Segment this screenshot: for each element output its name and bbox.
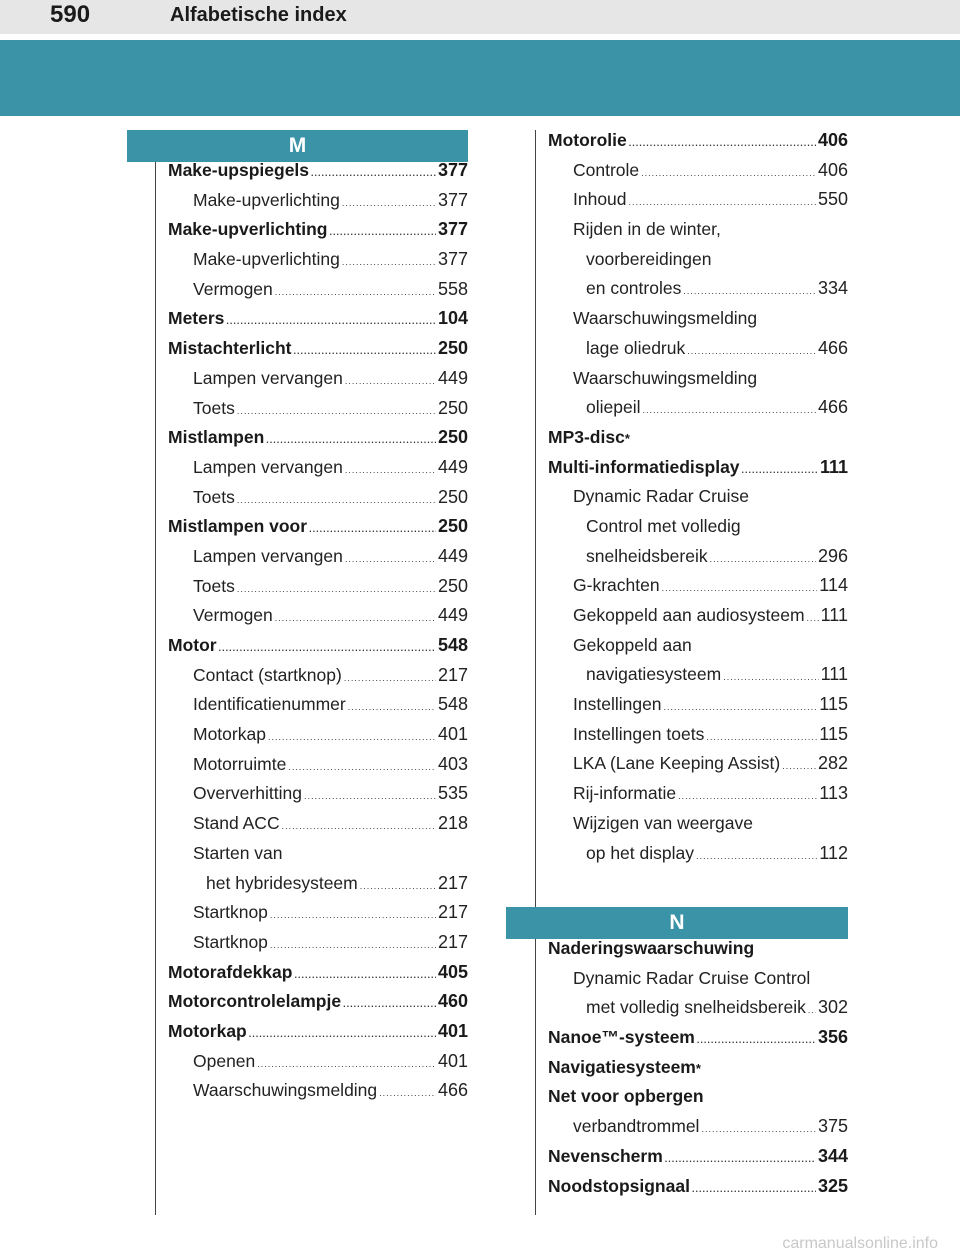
right-index-list-n	[548, 938, 848, 1205]
index-entry	[168, 487, 468, 517]
entry-page-number: 250	[437, 338, 468, 359]
index-entry	[548, 457, 848, 487]
index-entry	[548, 1146, 848, 1176]
leader-dots	[237, 584, 436, 594]
entry-label: Make-upverlichting	[193, 189, 340, 210]
entry-label: Motorafdekkap	[168, 961, 293, 982]
index-entry	[168, 338, 468, 368]
entry-page-number: 344	[817, 1145, 848, 1166]
watermark: carmanualsonline.info	[782, 1235, 938, 1252]
entry-page-number: 406	[817, 159, 848, 180]
leader-dots	[344, 673, 436, 683]
index-entry	[168, 724, 468, 754]
index-entry	[548, 783, 848, 813]
entry-page-number: 449	[437, 456, 468, 477]
leader-dots	[288, 762, 436, 772]
index-entry	[548, 516, 848, 546]
leader-dots	[294, 346, 436, 356]
leader-dots	[360, 881, 436, 891]
entry-page-number: 401	[437, 1020, 468, 1041]
leader-dots	[343, 999, 436, 1009]
entry-page-number: 111	[820, 664, 848, 685]
index-entry	[548, 968, 848, 998]
entry-page-number: 377	[437, 249, 468, 270]
entry-label: Toets	[193, 575, 235, 596]
leader-dots	[275, 613, 436, 623]
leader-dots	[268, 732, 436, 742]
entry-page-number: 217	[437, 931, 468, 952]
index-entry	[168, 427, 468, 457]
index-entry	[548, 575, 848, 605]
leader-dots	[345, 465, 436, 475]
entry-label: Nanoe™-systeem	[548, 1027, 695, 1048]
right-index-list-m	[548, 130, 848, 872]
index-entry	[168, 160, 468, 190]
leader-dots	[665, 1154, 816, 1164]
entry-label: Control met volledig	[586, 515, 741, 536]
index-entry	[548, 1057, 848, 1087]
index-entry	[548, 724, 848, 754]
index-entry	[168, 1021, 468, 1051]
index-entry	[548, 338, 848, 368]
entry-page-number: 466	[437, 1080, 468, 1101]
leader-dots	[342, 257, 436, 267]
index-entry	[548, 813, 848, 843]
index-entry	[168, 368, 468, 398]
index-entry	[168, 516, 468, 546]
index-entry	[168, 783, 468, 813]
index-entry	[168, 249, 468, 279]
entry-label: Navigatiesysteem	[548, 1056, 696, 1077]
entry-page-number: 115	[819, 723, 848, 744]
leader-dots	[629, 138, 816, 148]
entry-page-number: 302	[817, 997, 848, 1018]
index-entry	[168, 902, 468, 932]
entry-label: Rij-informatie	[573, 783, 677, 804]
leader-dots	[219, 643, 436, 653]
entry-page-number: 406	[817, 130, 848, 150]
leader-dots	[237, 406, 436, 416]
index-entry	[548, 1116, 848, 1146]
entry-label: Vermogen	[193, 605, 273, 626]
left-column-rule	[155, 162, 156, 1215]
entry-label: voorbereidingen	[586, 248, 712, 269]
leader-dots	[808, 1005, 816, 1015]
index-entry	[548, 843, 848, 873]
entry-label: Motorkap	[168, 1020, 247, 1041]
entry-label: Dynamic Radar Cruise	[573, 486, 750, 507]
index-entry	[168, 546, 468, 576]
right-column-rule	[535, 130, 536, 1215]
leader-dots	[270, 910, 436, 920]
index-entry	[168, 1080, 468, 1110]
entry-label: Mistachterlicht	[168, 338, 292, 359]
leader-dots	[329, 227, 435, 237]
entry-label: Waarschuwingsmelding	[193, 1080, 378, 1101]
entry-page-number: 460	[437, 991, 468, 1012]
leader-dots	[782, 761, 816, 771]
index-entry	[548, 1027, 848, 1057]
entry-page-number: 405	[437, 961, 468, 982]
entry-label: Waarschuwingsmelding	[573, 308, 758, 329]
entry-label: Mistlampen voor	[168, 516, 308, 537]
leader-dots	[309, 524, 436, 534]
entry-page-number: 218	[437, 813, 468, 834]
leader-dots	[348, 702, 436, 712]
leader-dots	[678, 791, 817, 801]
entry-label: Lampen vervangen	[193, 367, 343, 388]
leader-dots	[345, 376, 436, 386]
entry-page-number: 217	[437, 872, 468, 893]
entry-label: oliepeil	[586, 397, 641, 418]
leader-dots	[701, 1124, 816, 1134]
index-entry	[548, 278, 848, 308]
entry-label: Stand ACC	[193, 813, 280, 834]
leader-dots	[237, 495, 436, 505]
index-entry	[548, 664, 848, 694]
entry-label: Lampen vervangen	[193, 456, 343, 477]
entry-label: MP3-disc	[548, 426, 625, 447]
index-entry	[168, 1051, 468, 1081]
entry-label: Startknop	[193, 931, 268, 952]
index-entry	[548, 160, 848, 190]
index-entry	[548, 486, 848, 516]
leader-dots	[226, 316, 436, 326]
leader-dots	[294, 970, 435, 980]
entry-label: Make-upverlichting	[168, 219, 328, 240]
leader-dots	[629, 197, 816, 207]
entry-label: en controles	[586, 278, 682, 299]
index-entry	[168, 754, 468, 784]
entry-label: Motorkap	[193, 724, 266, 745]
entry-page-number: 104	[437, 308, 468, 329]
index-entry	[168, 457, 468, 487]
entry-label: verbandtrommel	[573, 1116, 700, 1137]
entry-page-number: 113	[819, 783, 848, 804]
leader-dots	[697, 1035, 816, 1045]
leader-dots	[696, 851, 817, 861]
index-entry	[548, 753, 848, 783]
entry-label: Make-upverlichting	[193, 249, 340, 270]
index-entry	[168, 279, 468, 309]
entry-page-number: 466	[817, 397, 848, 418]
index-entry	[548, 427, 848, 457]
index-entry	[548, 1176, 848, 1206]
entry-page-number: 548	[437, 694, 468, 715]
index-entry	[548, 605, 848, 635]
entry-label: Inhoud	[573, 189, 627, 210]
leader-dots	[342, 198, 436, 208]
index-entry	[168, 398, 468, 428]
entry-page-number: 111	[819, 456, 848, 477]
entry-label: Starten van	[193, 842, 283, 863]
entry-page-number: 377	[437, 160, 468, 180]
index-entry	[168, 813, 468, 843]
index-entry	[548, 368, 848, 398]
entry-page-number: 325	[817, 1175, 848, 1196]
index-entry	[548, 694, 848, 724]
index-entry	[168, 635, 468, 665]
leader-dots	[270, 940, 436, 950]
entry-page-number: 111	[820, 605, 848, 625]
index-entry	[548, 308, 848, 338]
entry-label: Motorolie	[548, 130, 627, 150]
entry-label: Lampen vervangen	[193, 545, 343, 566]
entry-label: navigatiesysteem	[586, 664, 722, 685]
leader-dots	[710, 554, 816, 564]
entry-label: Identificatienummer	[193, 694, 346, 715]
index-entry	[168, 843, 468, 873]
top-bar	[0, 0, 960, 34]
leader-dots	[257, 1059, 436, 1069]
index-entry	[168, 605, 468, 635]
entry-page-number: 250	[437, 427, 468, 448]
leader-dots	[706, 732, 817, 742]
entry-page-number: 558	[437, 278, 468, 299]
entry-label: Wijzigen van weergave	[573, 812, 753, 833]
leader-dots	[379, 1088, 436, 1098]
entry-page-number: 217	[437, 664, 468, 685]
entry-page-number: 403	[437, 753, 468, 774]
index-entry	[548, 635, 848, 665]
leader-dots	[275, 287, 436, 297]
entry-page-number: 449	[437, 367, 468, 388]
index-entry	[168, 576, 468, 606]
entry-label: Rijden in de winter,	[573, 219, 721, 240]
index-entry	[168, 219, 468, 249]
entry-page-number: 250	[437, 486, 468, 507]
entry-page-number: 548	[437, 635, 468, 655]
header-banner	[0, 40, 960, 116]
entry-page-number: 401	[437, 724, 468, 745]
leader-dots	[266, 435, 436, 445]
leader-dots	[345, 554, 436, 564]
entry-label: Meters	[168, 308, 225, 329]
entry-label: lage oliedruk	[586, 337, 686, 358]
entry-label: Oververhitting	[193, 783, 302, 804]
index-entry	[548, 1086, 848, 1116]
index-entry	[548, 546, 848, 576]
section-header-n: N	[506, 907, 848, 939]
entry-label: Controle	[573, 159, 640, 180]
index-entry	[168, 190, 468, 220]
entry-label: Make-upspiegels	[168, 160, 310, 180]
footnote-star: *	[695, 1060, 701, 1076]
entry-label: het hybridesysteem	[206, 872, 358, 893]
leader-dots	[683, 286, 816, 296]
entry-label: Gekoppeld aan audiosysteem	[573, 605, 805, 625]
entry-label: Waarschuwingsmelding	[573, 367, 758, 388]
entry-page-number: 535	[437, 783, 468, 804]
leader-dots	[742, 465, 818, 475]
entry-label: Instellingen toets	[573, 723, 705, 744]
index-entry	[168, 694, 468, 724]
entry-label: Dynamic Radar Cruise Control	[573, 967, 811, 988]
index-entry	[168, 962, 468, 992]
leader-dots	[692, 1184, 816, 1194]
entry-page-number: 115	[819, 694, 848, 715]
entry-page-number: 377	[437, 189, 468, 210]
entry-label: Toets	[193, 397, 235, 418]
entry-label: Noodstopsignaal	[548, 1175, 690, 1196]
entry-page-number: 334	[817, 278, 848, 299]
leader-dots	[311, 168, 436, 178]
leader-dots	[723, 672, 818, 682]
index-entry	[548, 938, 848, 968]
entry-page-number: 550	[817, 189, 848, 210]
index-entry	[548, 997, 848, 1027]
entry-label: Gekoppeld aan	[573, 634, 692, 655]
index-entry	[548, 189, 848, 219]
entry-label: LKA (Lane Keeping Assist)	[573, 753, 781, 774]
entry-page-number: 250	[437, 516, 468, 537]
entry-page-number: 217	[437, 902, 468, 923]
entry-page-number: 114	[819, 575, 848, 596]
entry-label: Contact (startknop)	[193, 664, 342, 685]
entry-label: op het display	[586, 842, 694, 863]
index-entry	[548, 397, 848, 427]
leader-dots	[282, 821, 436, 831]
entry-label: Toets	[193, 486, 235, 507]
index-entry	[168, 991, 468, 1021]
entry-page-number: 112	[819, 842, 848, 863]
leader-dots	[641, 168, 816, 178]
entry-page-number: 356	[817, 1027, 848, 1048]
entry-label: Multi-informatiedisplay	[548, 456, 740, 477]
entry-page-number: 282	[817, 753, 848, 774]
entry-label: Startknop	[193, 902, 268, 923]
entry-label: snelheidsbereik	[586, 545, 708, 566]
entry-page-number: 449	[437, 605, 468, 626]
entry-label: Motor	[168, 635, 217, 655]
leader-dots	[662, 583, 818, 593]
entry-label: G-krachten	[573, 575, 660, 596]
index-entry	[168, 308, 468, 338]
left-index-list	[168, 160, 468, 1110]
leader-dots	[807, 613, 819, 623]
page-number: 590	[50, 1, 91, 28]
entry-label: Openen	[193, 1050, 256, 1071]
entry-page-number: 375	[817, 1116, 848, 1137]
page-title: Alfabetische index	[170, 4, 347, 26]
entry-page-number: 377	[437, 219, 468, 240]
entry-label: Vermogen	[193, 278, 273, 299]
entry-label: Instellingen	[573, 694, 662, 715]
footnote-star: *	[624, 430, 630, 446]
entry-label: Motorcontrolelampje	[168, 991, 342, 1012]
leader-dots	[304, 791, 436, 801]
index-entry	[548, 219, 848, 249]
section-header-m: M	[127, 130, 468, 162]
entry-page-number: 296	[817, 545, 848, 566]
entry-label: Motorruimte	[193, 753, 287, 774]
entry-page-number: 449	[437, 545, 468, 566]
leader-dots	[687, 346, 816, 356]
leader-dots	[642, 405, 815, 415]
leader-dots	[664, 702, 818, 712]
entry-page-number: 250	[437, 397, 468, 418]
index-entry	[548, 249, 848, 279]
leader-dots	[249, 1029, 436, 1039]
entry-label: Naderingswaarschuwing	[548, 938, 755, 958]
entry-label: met volledig snelheidsbereik	[586, 997, 806, 1018]
index-entry	[168, 665, 468, 695]
entry-page-number: 466	[817, 337, 848, 358]
entry-label: Net voor opbergen	[548, 1086, 704, 1107]
entry-label: Nevenscherm	[548, 1145, 663, 1166]
index-entry	[168, 873, 468, 903]
entry-page-number: 250	[437, 575, 468, 596]
entry-page-number: 401	[437, 1050, 468, 1071]
index-entry	[548, 130, 848, 160]
index-entry	[168, 932, 468, 962]
entry-label: Mistlampen	[168, 427, 265, 448]
